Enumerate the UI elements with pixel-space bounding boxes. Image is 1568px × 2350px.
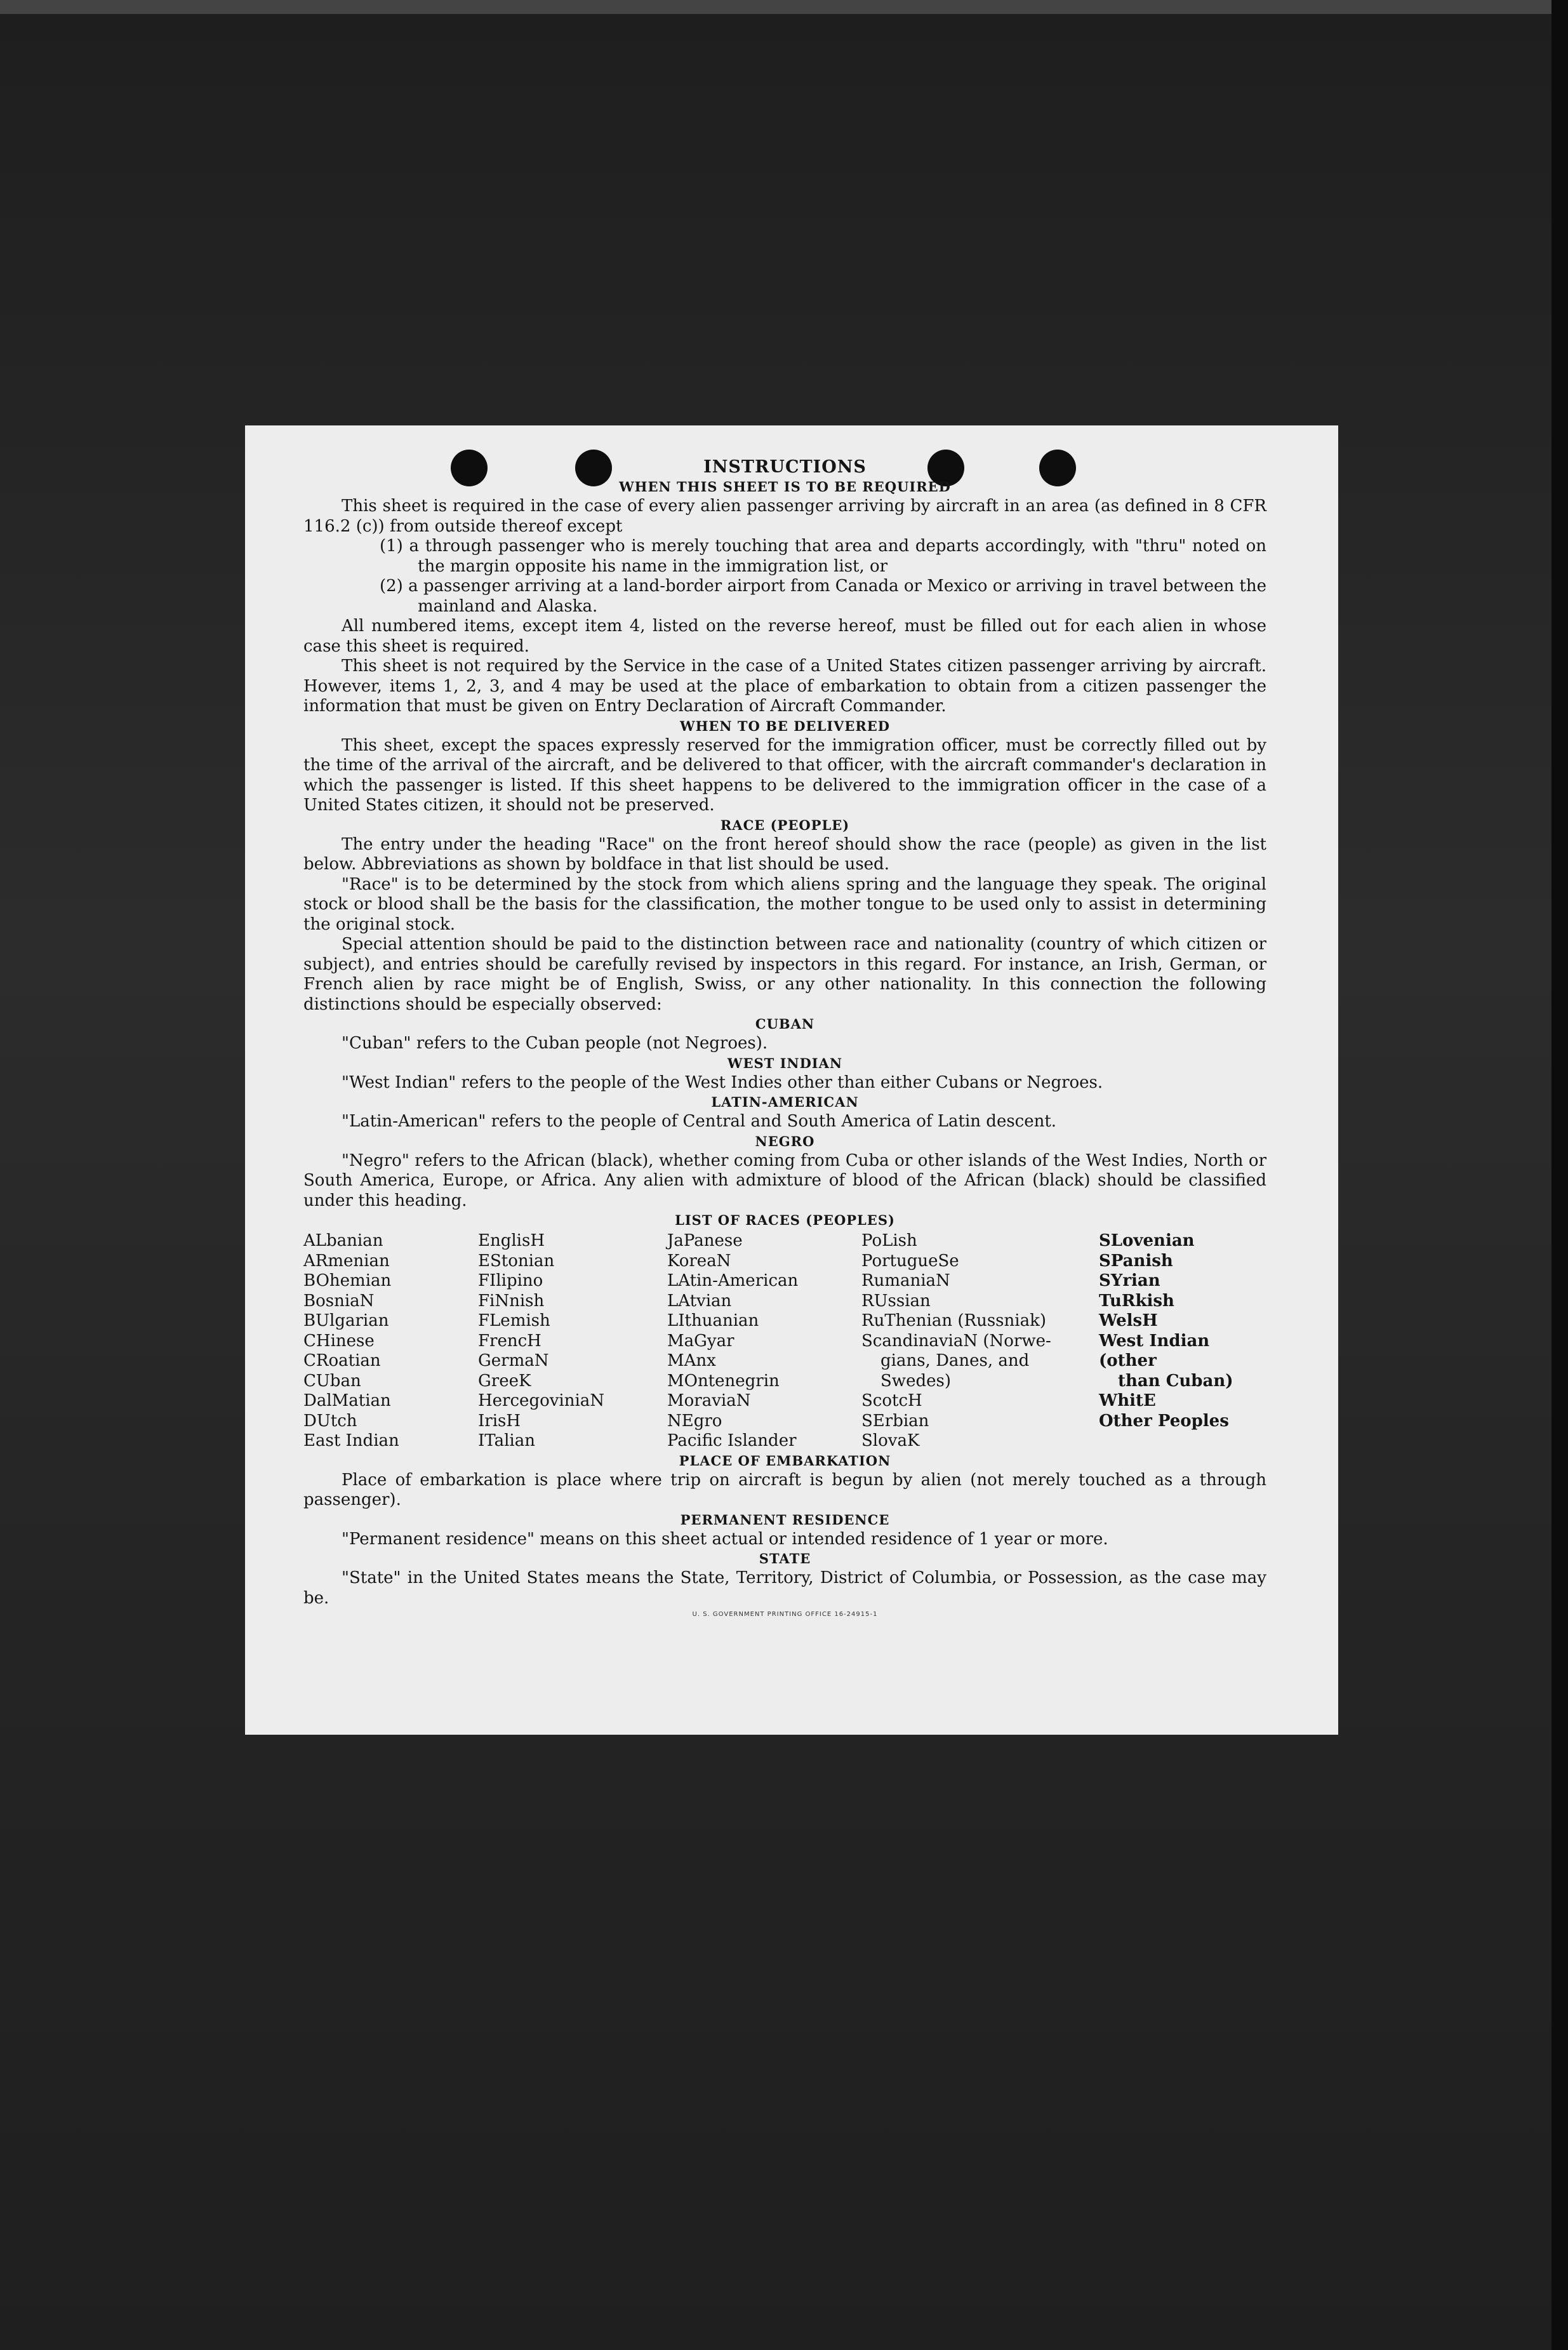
list-item: (1) a through passenger who is merely touching that area and departs accordingly, with "thru" noted on the margin opposite his name in the immigration list, or [380,537,1266,576]
page-title: INSTRUCTIONS [703,457,867,477]
paragraph: Place of embarkation is place where trip on aircraft is begun by alien (not merely touched as a through passenger). [303,1470,1266,1509]
paragraph: The entry under the heading "Race" on the front hereof should show the race (people) as given in the list below. Abbreviations as shown by boldface in that list should be used. [303,834,1266,874]
race-entry: ITalian [478,1431,535,1450]
race-column [478,1231,667,1452]
race-entry: CUban [303,1371,361,1391]
race-entry: MoraviaN [667,1391,751,1410]
paragraph: This sheet is required in the case of every alien passenger arriving by aircraft in an area (as defined in 8 CFR 116.2 (c)) from outside thereof except [303,497,1266,536]
race-entry: PoLish [861,1231,917,1250]
race-entry: FrencH [478,1331,541,1351]
race-entry: Pacific Islander [667,1431,797,1450]
race-entry: BUlgarian [303,1311,389,1330]
race-entry: LAtin-American [667,1271,799,1290]
race-entry: than Cuban) [1118,1371,1233,1391]
paragraph: "Negro" refers to the African (black), whether coming from Cuba or other islands of the West Indies, North or South America, Europe, or Africa. Any alien with admixture of blood of the African (black) should be classified under this heading. [303,1151,1266,1210]
paragraph: "State" in the United States means the State, Territory, District of Columbia, or Possession, as the case may be. [303,1568,1266,1608]
race-entry: EStonian [478,1251,555,1271]
race-entry: NEgro [667,1411,722,1431]
race-entry: GreeK [478,1371,531,1391]
race-entry: SYrian [1099,1271,1160,1290]
race-entry: WhitE [1099,1391,1156,1410]
subsection-heading: CUBAN [755,1016,815,1032]
race-entry: BosniaN [303,1291,375,1311]
paragraph: This sheet, except the spaces expressly reserved for the immigration officer, must be correctly filled out by the time of the arrival of the aircraft, and be delivered to that officer, with the aircraft commander's declaration in which the passenger is listed. If this sheet happens to be delivered to the immigration officer in the case of a United States citizen, it should not be preserved. [303,735,1266,815]
document-content [303,457,1266,1618]
list-item: (2) a passenger arriving at a land-border airport from Canada or Mexico or arriving in travel between the mainland and Alaska. [380,577,1266,616]
race-entry: SlovaK [861,1431,920,1450]
race-entry: CHinese [303,1331,375,1351]
race-entry: ScandinaviaN (Norwe- [861,1331,1051,1351]
paragraph: "Race" is to be determined by the stock from which aliens spring and the language they speak. The original stock or blood shall be the basis for the classification, the mother tongue to be used only to assist in determining the original stock. [303,874,1266,934]
race-entry: HercegoviniaN [478,1391,605,1410]
race-entry: FIlipino [478,1271,543,1290]
paragraph: "Latin-American" refers to the people of Central and South America of Latin descent. [342,1112,1057,1131]
scan-edge-top [0,0,1568,14]
race-entry: LIthuanian [667,1311,759,1330]
race-entry: DUtch [303,1411,357,1431]
section-heading: STATE [759,1551,811,1566]
paragraph: All numbered items, except item 4, listed on the reverse hereof, must be filled out for each alien in whose case this sheet is required. [303,617,1266,656]
race-entry: IrisH [478,1411,521,1431]
race-entry: MOntenegrin [667,1371,780,1391]
race-entry: FLemish [478,1311,550,1330]
race-entry: LAtvian [667,1291,732,1311]
race-column [303,1231,478,1452]
race-column [667,1231,861,1452]
race-column [861,1231,1099,1452]
race-entry: ALbanian [303,1231,383,1250]
section-heading: LIST OF RACES (PEOPLES) [675,1212,895,1228]
race-entry: ARmenian [303,1251,390,1271]
paragraph: "Permanent residence" means on this sheet actual or intended residence of 1 year or more. [342,1529,1108,1549]
race-entry: FiNnish [478,1291,545,1311]
race-entry: MAnx [667,1351,716,1370]
race-entry: RUssian [861,1291,931,1311]
race-entry: PortugueSe [861,1251,959,1271]
race-entry: BOhemian [303,1271,392,1290]
race-entry: Other Peoples [1099,1411,1229,1431]
section-heading: WHEN THIS SHEET IS TO BE REQUIRED [619,479,951,495]
printer-imprint: U. S. GOVERNMENT PRINTING OFFICE 16-24915-1 [692,1611,878,1618]
race-entry: GermaN [478,1351,549,1370]
race-entry: DalMatian [303,1391,391,1410]
subsection-heading: LATIN-AMERICAN [711,1094,859,1110]
race-list [303,1231,1266,1452]
race-entry: SPanish [1099,1251,1173,1271]
race-entry: gians, Danes, and [880,1351,1030,1370]
document-sheet [245,425,1338,1735]
paragraph: "Cuban" refers to the Cuban people (not Negroes). [342,1034,768,1053]
paragraph: This sheet is not required by the Service in the case of a United States citizen passenger arriving by aircraft. However, items 1, 2, 3, and 4 may be used at the place of embarkation to obtain from a citizen passenger the information that must be given on Entry Declaration of Aircraft Commander. [303,657,1266,716]
race-entry: WelsH [1099,1311,1158,1330]
race-entry: East Indian [303,1431,399,1450]
race-entry: West Indian (other [1099,1331,1210,1370]
section-heading: PLACE OF EMBARKATION [679,1452,891,1469]
paragraph: "West Indian" refers to the people of the West Indies other than either Cubans or Negroes. [342,1072,1103,1092]
race-entry: SErbian [861,1411,929,1431]
race-entry: JaPanese [667,1231,743,1250]
scan-edge-right [1551,0,1568,2350]
paragraph: Special attention should be paid to the distinction between race and nationality (country of which citizen or subject), and entries should be carefully revised by inspectors in this regard. For instance, an Irish, German, or French alien by race might be of English, Swiss, or any other nationality. In this connection the following distinctions should be especially observed: [303,935,1266,1014]
race-column [1099,1231,1266,1452]
race-entry: KoreaN [667,1251,731,1271]
race-entry: EnglisH [478,1231,545,1250]
race-entry: SLovenian [1099,1231,1195,1250]
race-entry: CRoatian [303,1351,381,1370]
race-entry: RuThenian (Russniak) [861,1311,1046,1330]
subsection-heading: NEGRO [755,1133,815,1149]
race-entry: RumaniaN [861,1271,950,1290]
race-entry: TuRkish [1099,1291,1174,1311]
race-entry: ScotcH [861,1391,922,1410]
section-heading: PERMANENT RESIDENCE [680,1511,890,1528]
subsection-heading: WEST INDIAN [727,1055,843,1071]
race-entry: MaGyar [667,1331,734,1351]
race-entry: Swedes) [880,1371,951,1391]
section-heading: RACE (PEOPLE) [720,817,850,833]
section-heading: WHEN TO BE DELIVERED [679,718,890,734]
